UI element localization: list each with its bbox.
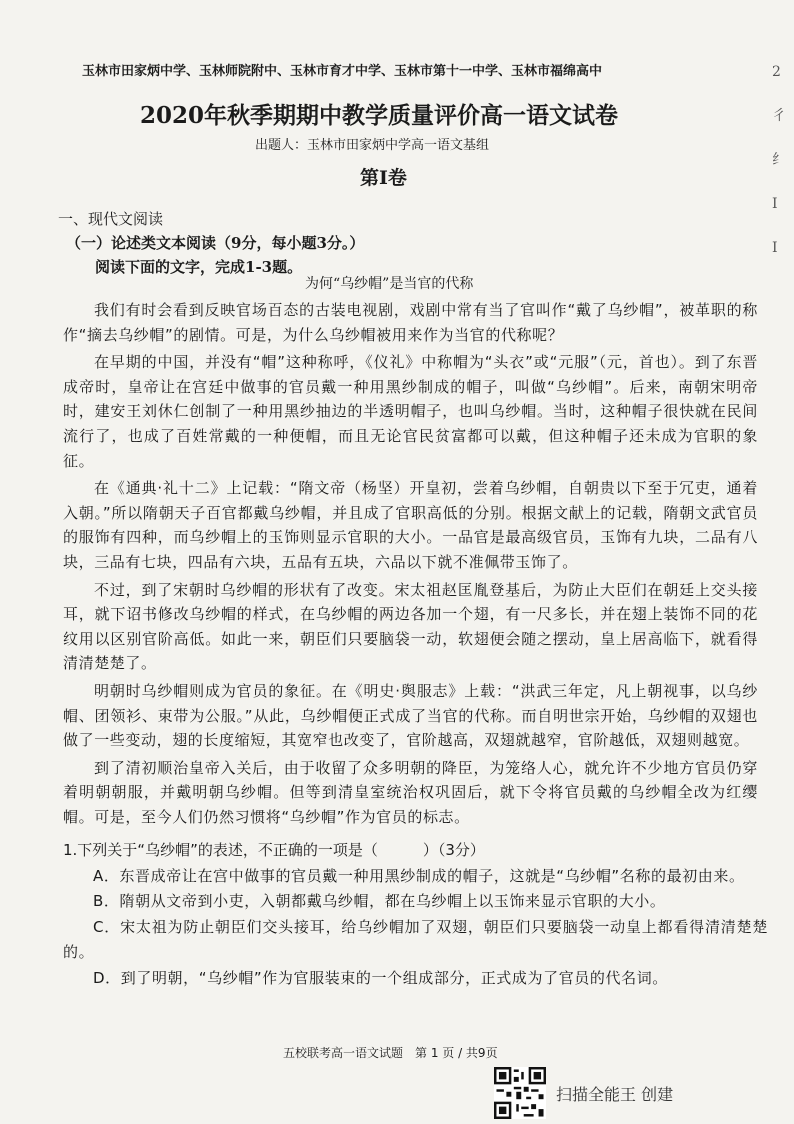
margin-fragment: I xyxy=(772,240,778,256)
scanner-watermark: 扫描全能王 创建 xyxy=(556,1085,674,1104)
article-paragraph: 在早期的中国，并没有“帽”这种称呼，《仪礼》中称帽为“头衣”或“元服”（元，首也）。到了东晋成帝时，皇帝让在宫廷中做事的官员戴一种用黑纱制成的帽子，叫做“乌纱帽”。后来，南朝宋明帝时，建安王刘休仁创制了一种用黑纱抽边的半透明帽子，也叫乌纱帽。当时，这种帽子很快就在民间流行了，也成了百姓常戴的一种便帽，而且无论官民贫富都可以戴，但这种帽子还未成为官职的象征。 xyxy=(63,353,758,470)
section-heading: 一、现代文阅读 xyxy=(58,210,164,228)
school-list: 玉林市田家炳中学、玉林师院附中、玉林市育才中学、玉林市第十一中学、玉林市福绵高中 xyxy=(82,64,603,79)
article-paragraph: 我们有时会看到反映官场百态的古装电视剧，戏剧中常有当了官叫作“戴了乌纱帽”，被革职的称作“摘去乌纱帽”的剧情。可是，为什么乌纱帽被用来作为当官的代称呢？ xyxy=(63,301,758,344)
article-body xyxy=(63,298,758,829)
option-b: B．隋朝从文帝到小吏，入朝都戴乌纱帽，都在乌纱帽上以玉饰来显示官职的大小。 xyxy=(93,892,666,910)
exam-title: 2020年秋季期期中教学质量评价高一语文试卷 xyxy=(140,102,619,129)
margin-fragment: 纟 xyxy=(772,152,786,168)
article-paragraph: 不过，到了宋朝时乌纱帽的形状有了改变。宋太祖赵匡胤登基后，为防止大臣们在朝廷上交头接耳，就下诏书修改乌纱帽的样式，在乌纱帽的两边各加一个翅，有一尺多长，并在翅上装饰不同的花纹用以区别官阶高低。如此一来，朝臣们只要脑袋一动，软翅便会随之摆动，皇上居高临下，就看得清清楚楚了。 xyxy=(63,580,758,673)
question-setter: 出题人：玉林市田家炳中学高一语文基组 xyxy=(255,138,490,153)
margin-fragment: 彳 xyxy=(772,108,786,124)
qr-code-icon xyxy=(494,1067,546,1119)
page-footer: 五校联考高一语文试题 第 1 页 / 共9页 xyxy=(283,1046,498,1060)
article-paragraph: 明朝时乌纱帽则成为官员的象征。在《明史·舆服志》上载：“洪武三年定，凡上朝视事，以乌纱帽、团领衫、束带为公服。”从此，乌纱帽便正式成了当官的代称。而自明世宗开始，乌纱帽的双翅也做了一些变动，翅的长度缩短，其宽窄也改变了，官阶越高，双翅就越窄，官阶越低，双翅则越宽。 xyxy=(63,681,758,750)
volume-heading: 第I卷 xyxy=(360,167,407,189)
option-c: C．宋太祖为防止朝臣们交头接耳，给乌纱帽加了双翅，朝臣们只要脑袋一动皇上都看得清清楚楚的。 xyxy=(63,917,768,961)
question-1 xyxy=(63,838,768,991)
article-title: 为何“乌纱帽”是当官的代称 xyxy=(305,276,474,292)
reading-instruction: 阅读下面的文字，完成1-3题。 xyxy=(95,258,303,276)
article-paragraph: 到了清初顺治皇帝入关后，由于收留了众多明朝的降臣，为笼络人心，就允许不少地方官员仍穿着明朝朝服，并戴明朝乌纱帽。但等到清皇室统治权巩固后，就下令将官员戴的乌纱帽全改为红缨帽。可是，至今人们仍然习惯将“乌纱帽”作为官员的标志。 xyxy=(63,758,758,826)
subsection-heading: （一）论述类文本阅读（9分，每小题3分。） xyxy=(66,234,365,252)
option-d: D．到了明朝，“乌纱帽”作为官服装束的一个组成部分，正式成为了官员的代名词。 xyxy=(93,968,668,987)
article-paragraph: 在《通典·礼十二》上记载：“隋文帝（杨坚）开皇初，尝着乌纱帽，自朝贵以下至于冗吏，通着入朝。”所以隋朝天子百官都戴乌纱帽，并且成了官职高低的分别。根据文献上的记载，隋朝文武官员的服饰有四种，而乌纱帽上的玉饰则显示官职的大小。一品官是最高级官员，玉饰有九块，二品有八块，三品有七块，四品有六块，五品有五块，六品以下就不准佩带玉饰了。 xyxy=(63,479,758,571)
option-a: A．东晋成帝让在宫中做事的官员戴一种用黑纱制成的帽子，这就是“乌纱帽”名称的最初由来。 xyxy=(93,866,745,885)
question-stem: 1.下列关于“乌纱帽”的表述，不正确的一项是（ ）（3分） xyxy=(63,841,485,859)
margin-fragment: I xyxy=(772,196,778,212)
margin-fragment: 2 xyxy=(772,64,781,80)
next-page-edge xyxy=(772,50,790,270)
